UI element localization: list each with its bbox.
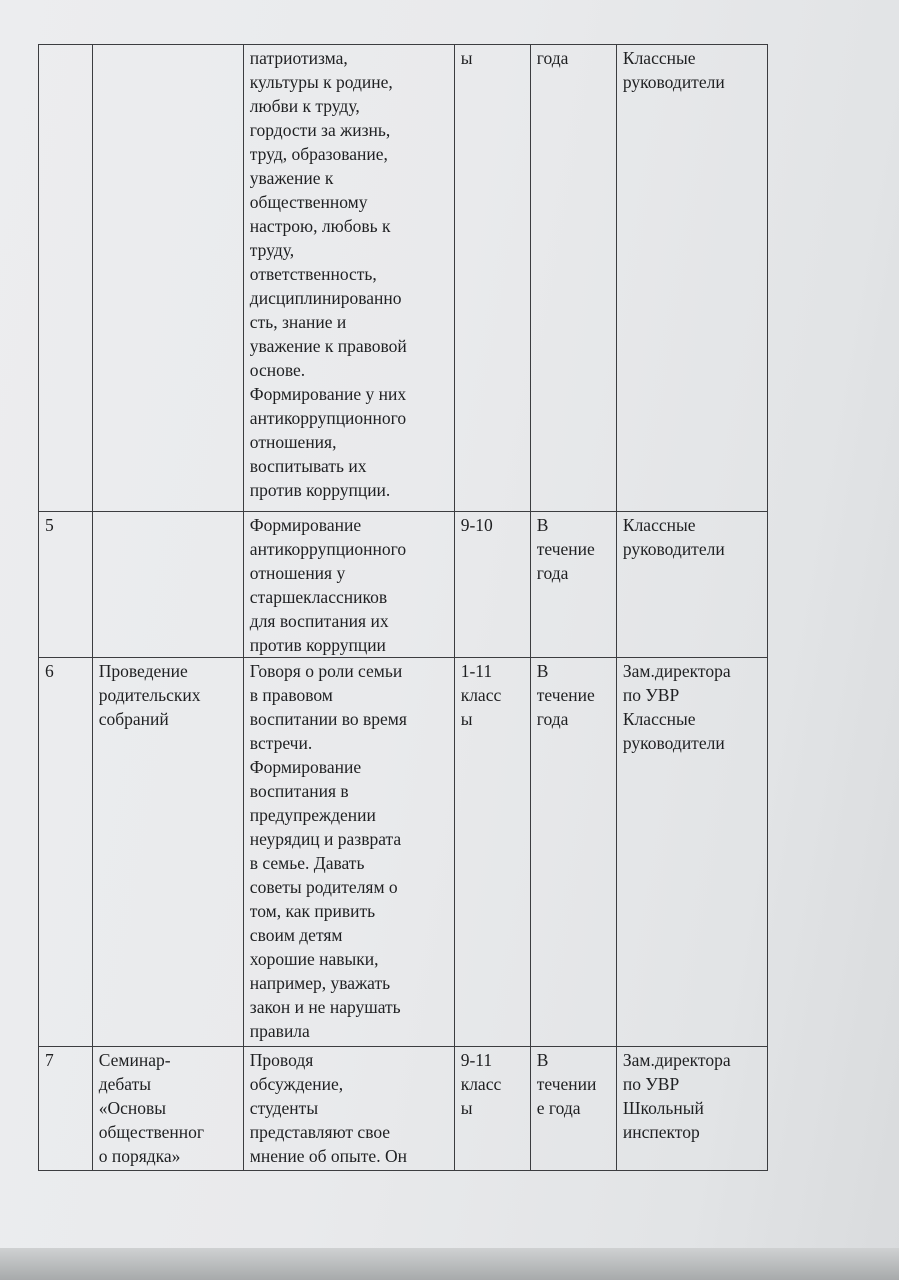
cell-responsible: Зам.директора по УВР Классные руководители — [616, 658, 767, 1047]
cell-number — [39, 45, 93, 512]
cell-classes: ы — [454, 45, 530, 512]
cell-time: В течение года — [530, 512, 616, 658]
cell-number: 6 — [39, 658, 93, 1047]
cell-responsible: Классные руководители — [616, 45, 767, 512]
cell-classes: 9-11 класс ы — [454, 1047, 530, 1171]
cell-number: 5 — [39, 512, 93, 658]
table-row — [39, 658, 768, 1047]
cell-time: В течении е года — [530, 1047, 616, 1171]
cell-time: В течение года — [530, 658, 616, 1047]
cell-content: Проводя обсуждение, студенты представляют свое мнение об опыте. Он — [243, 1047, 454, 1171]
table-row — [39, 512, 768, 658]
cell-time: года — [530, 45, 616, 512]
cell-content: Формирование антикоррупционного отношения у старшеклассников для воспитания их против коррупции — [243, 512, 454, 658]
cell-content: патриотизма, культуры к родине, любви к труду, гордости за жизнь, труд, образование, уважение к общественному настрою, любовь к труду, ответственность, дисциплинированно сть, знание и уважение к правовой основе. Формирование у них антикоррупционного отношения, воспитывать их против коррупции. — [243, 45, 454, 512]
cell-responsible: Классные руководители — [616, 512, 767, 658]
cell-number: 7 — [39, 1047, 93, 1171]
event-plan-table — [38, 44, 768, 1171]
cell-event — [92, 45, 243, 512]
page-bottom-edge — [0, 1248, 899, 1280]
table-row — [39, 1047, 768, 1171]
cell-responsible: Зам.директора по УВР Школьный инспектор — [616, 1047, 767, 1171]
cell-event — [92, 512, 243, 658]
cell-classes: 1-11 класс ы — [454, 658, 530, 1047]
cell-event: Проведение родительских собраний — [92, 658, 243, 1047]
cell-content: Говоря о роли семьи в правовом воспитании во время встречи. Формирование воспитания в предупреждении неурядиц и разврата в семье. Давать советы родителям о том, как привить своим детям хорошие навыки, например, уважать закон и не нарушать правила — [243, 658, 454, 1047]
cell-classes: 9-10 — [454, 512, 530, 658]
table-row — [39, 45, 768, 512]
cell-event: Семинар- дебаты «Основы общественног о порядка» — [92, 1047, 243, 1171]
